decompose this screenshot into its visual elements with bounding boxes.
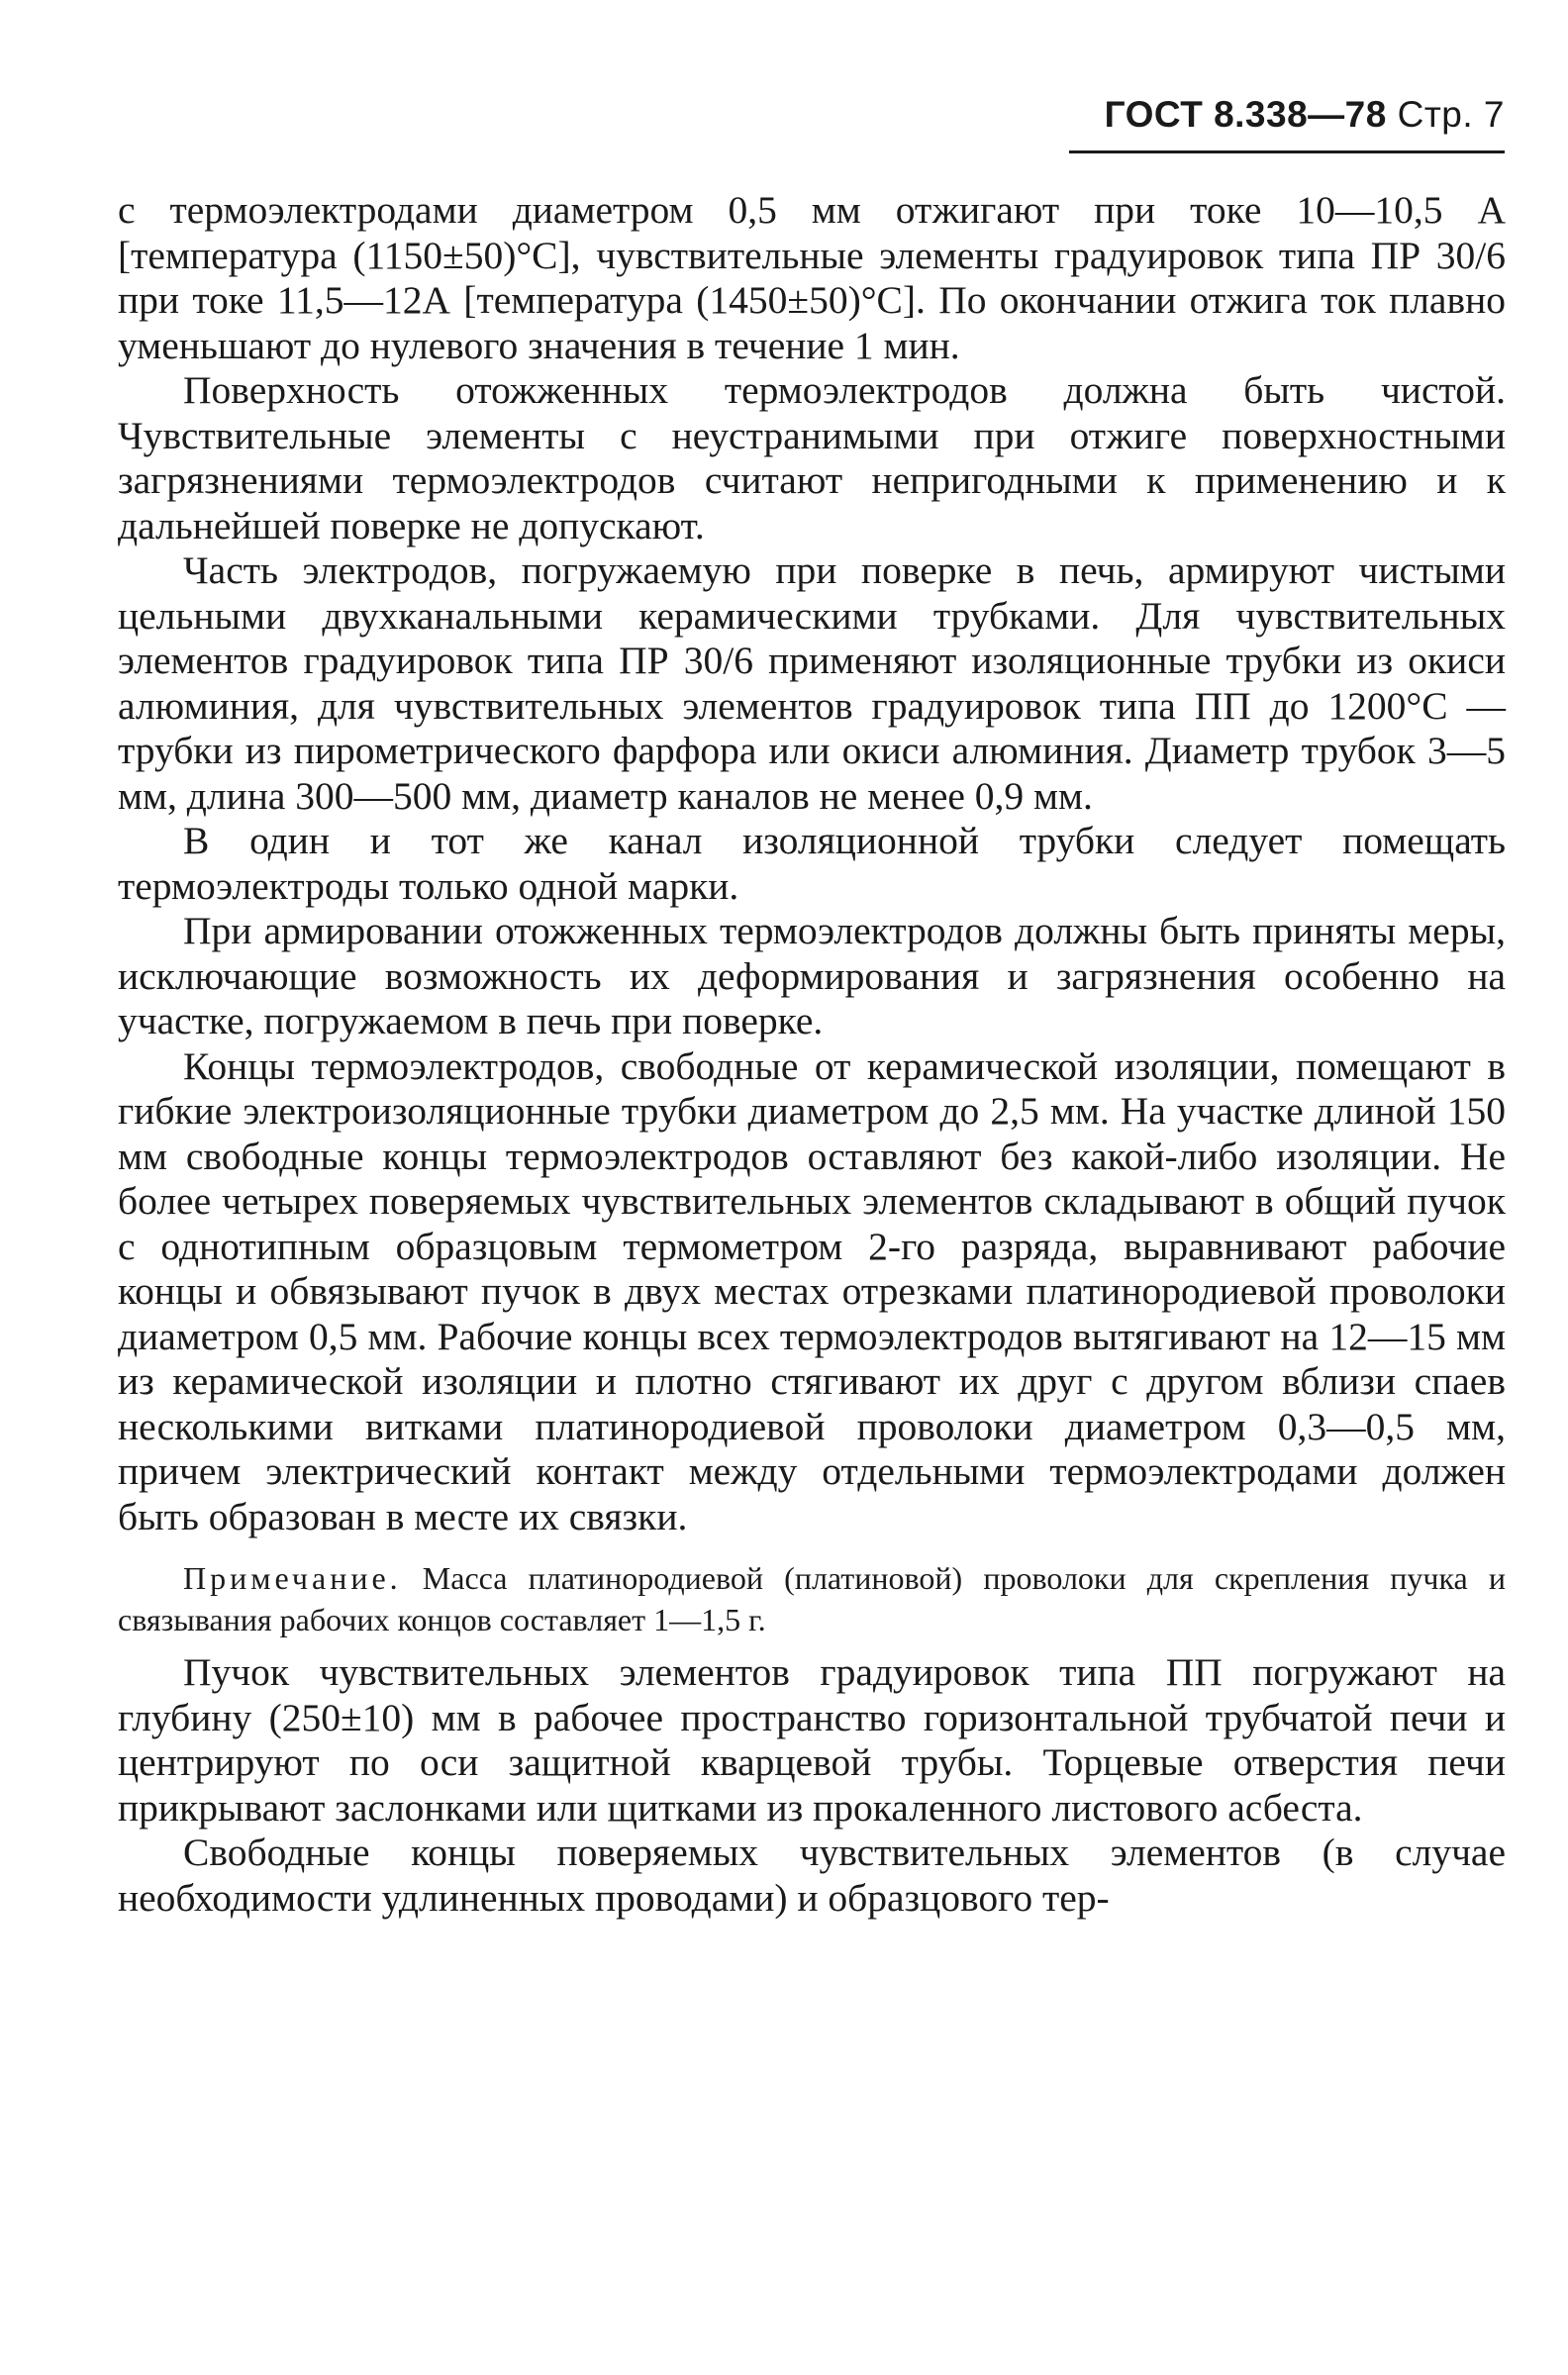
page-number: Стр. 7 xyxy=(1397,94,1505,135)
paragraph-continued: с термоэлектродами диаметром 0,5 мм отжигают при токе 10—10,5 А [температура (1150±50)°С], чувствительные элементы градуировок типа ПР 30/6 при токе 11,5—12А [температура (1450±50)°С]. По окончании отжига ток плавно уменьшают до нулевого значения в течение 1 мин. xyxy=(118,188,1506,367)
document-code: ГОСТ 8.338—78 xyxy=(1104,94,1387,135)
note-label: Примечание. xyxy=(183,1560,402,1596)
paragraph: При армировании отожженных термоэлектродов должны быть приняты меры, исключающие возможность их деформирования и загрязнения особенно на участке, погружаемом в печь при поверке. xyxy=(118,909,1506,1042)
paragraph: Поверхность отожженных термоэлектродов должна быть чистой. Чувствительные элементы с неустранимыми при отжиге поверхностными загрязнениями термоэлектродов считают непригодными к применению и к дальнейшей поверке не допускают. xyxy=(118,368,1506,547)
paragraph: Концы термоэлектродов, свободные от керамической изоляции, помещают в гибкие электроизоляционные трубки диаметром до 2,5 мм. На участке длиной 150 мм свободные концы термоэлектродов оставляют без какой-либо изоляции. Не более четырех поверяемых чувствительных элементов складывают в общий пучок с однотипным образцовым термометром 2-го разряда, выравнивают рабочие концы и обвязывают пучок в двух местах отрезками платинородиевой проволоки диаметром 0,5 мм. Рабочие концы всех термоэлектродов вытягивают на 12—15 мм из керамической изоляции и плотно стягивают их друг с другом вблизи спаев несколькими витками платинородиевой проволоки диаметром 0,3—0,5 мм, причем электрический контакт между отдельными термоэлектродами должен быть образован в месте их связки. xyxy=(118,1043,1506,1538)
paragraph: В один и тот же канал изоляционной трубки следует помещать термоэлектроды только одной марки. xyxy=(118,819,1506,908)
paragraph: Свободные концы поверяемых чувствительных элементов (в случае необходимости удлиненных проводами) и образцового тер- xyxy=(118,1831,1506,1920)
paragraph: Пучок чувствительных элементов градуировок типа ПП погружают на глубину (250±10) мм в рабочее пространство горизонтальной трубчатой печи и центрируют по оси защитной кварцевой трубы. Торцевые отверстия печи прикрывают заслонками или щитками из прокаленного листового асбеста. xyxy=(118,1650,1506,1830)
note-text: Масса платинородиевой (платиновой) проволоки для скрепления пучка и связывания рабочих концов составляет 1—1,5 г. xyxy=(118,1560,1507,1637)
page-header xyxy=(1069,91,1505,153)
document-body xyxy=(118,188,1506,1921)
note xyxy=(118,1557,1506,1640)
paragraph: Часть электродов, погружаемую при поверке в печь, армируют чистыми цельными двухканальными керамическими трубками. Для чувствительных элементов градуировок типа ПР 30/6 применяют изоляционные трубки из окиси алюминия, для чувствительных элементов градуировок типа ПП до 1200°С — трубки из пирометрического фарфора или окиси алюминия. Диаметр трубок 3—5 мм, длина 300—500 мм, диаметр каналов не менее 0,9 мм. xyxy=(118,548,1506,818)
